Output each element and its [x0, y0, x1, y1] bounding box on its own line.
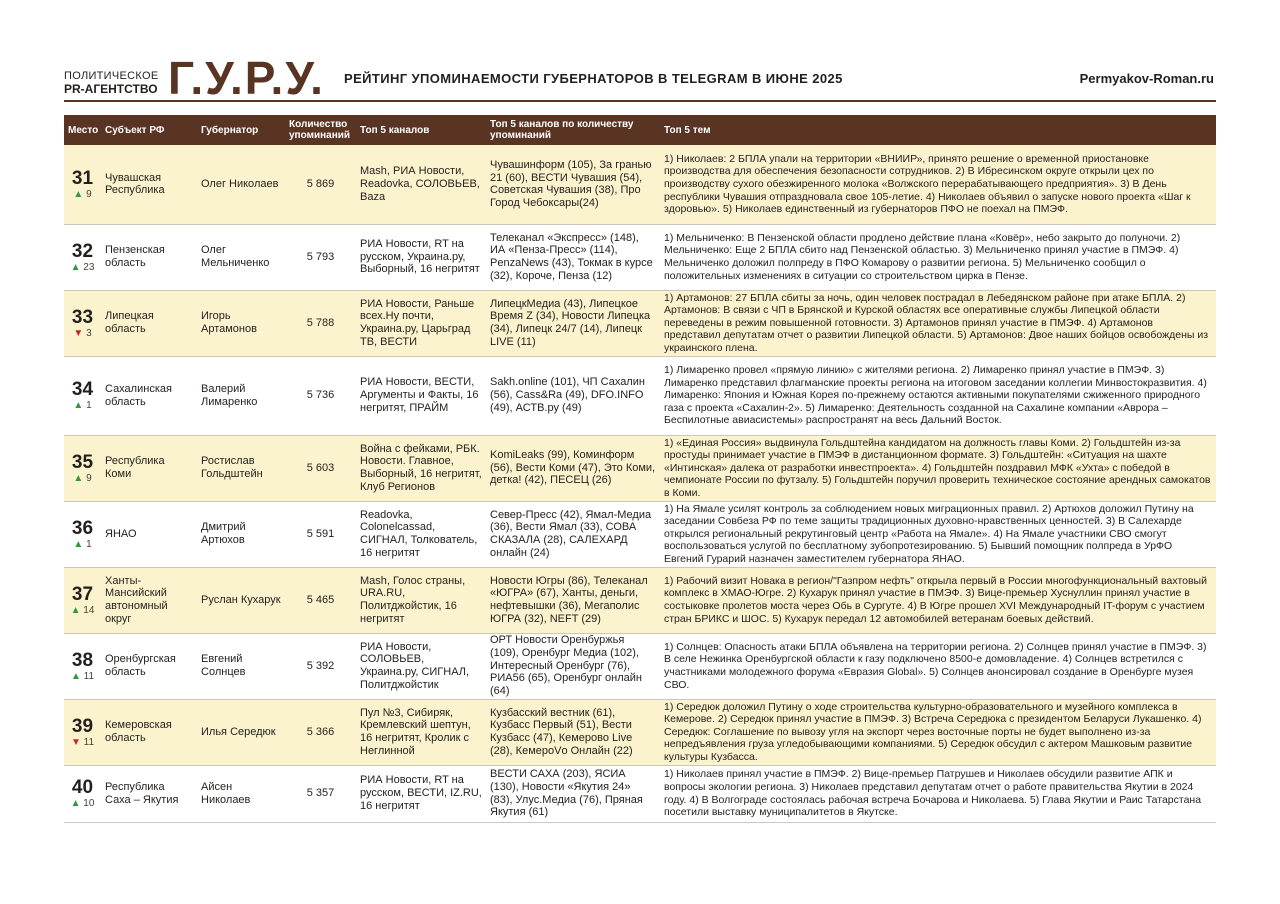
region-cell: Республика Саха – Якутия [101, 765, 197, 822]
place-number: 31 [71, 167, 94, 189]
channels-cell: РИА Новости, ВЕСТИ, Аргументы и Факты, 16 негритят, ПРАЙМ [356, 356, 486, 435]
governor-cell: Евгений Солнцев [197, 633, 285, 699]
count-cell: 5 392 [285, 633, 356, 699]
rank-change-value: 9 [86, 472, 92, 484]
count-cell: 5 357 [285, 765, 356, 822]
rank-change [68, 262, 97, 273]
arrow-up-icon: ▲ [73, 538, 84, 550]
rank-change-value: 11 [83, 736, 95, 748]
count-cell: 5 465 [285, 567, 356, 633]
channels-cell: Readovka, Colonelcassad, СИГНАЛ, Толкователь, 16 негритят [356, 501, 486, 567]
place-cell [64, 765, 101, 822]
rank-change-value: 3 [86, 327, 92, 339]
place-number: 39 [71, 715, 94, 737]
channels-by-count-cell: Телеканал «Экспресс» (148), ИА «Пенза-Пресс» (114), PenzaNews (43), Токмак в курсе (32), Короче, Пенза (12) [486, 224, 660, 290]
col-channels: Топ 5 каналов [356, 115, 486, 145]
place-number: 35 [71, 451, 94, 473]
place-cell [64, 435, 101, 501]
rank-change-value: 1 [86, 400, 92, 411]
rank-change-value: 1 [86, 538, 92, 550]
topics-cell: 1) Лимаренко провел «прямую линию» с жителями региона. 2) Лимаренко принял участие в ПМЭФ. 3) Лимаренко представил флагманские проекты региона на итоговом заседании коллегии Минвостокразвития. 4) Лимаренко: Япония и Южная Корея по-прежнему остаются активными покупателями сжиженного природного газа с проекта «Сахалин-2». 5) Лимаренко: Деятельность созданной на Сахалине компании «Аврора – Беспилотные авиасистемы» распространят на весь Дальний Восток. [660, 356, 1216, 435]
governor-cell: Олег Николаев [197, 145, 285, 224]
rank-change-value: 10 [83, 798, 95, 809]
place-cell [64, 699, 101, 765]
channels-by-count-cell: KomiLeaks (99), Коминформ (56), Вести Коми (47), Это Коми, детка! (42), ПЕСЕЦ (26) [486, 435, 660, 501]
col-region: Субъект РФ [101, 115, 197, 145]
channels-by-count-cell: Север-Пресс (42), Ямал-Медиа (36), Вести Ямал (33), СОВА СКАЗАЛА (28), САЛЕХАРД онлайн (24) [486, 501, 660, 567]
table-row [64, 435, 1216, 501]
topics-cell: 1) Мельниченко: В Пензенской области продлено действие плана «Ковёр», небо закрыто до полуночи. 2) Мельниченко: Еще 2 БПЛА сбито над Пензенской областью. 3) Мельниченко принял участие в ПМЭФ. 4) Мельниченко доложил полпреду в ПФО Комарову о развитии региона. 5) Мельниченко сообщил о положительных изменениях в ситуации со строительством цирка в Пензе. [660, 224, 1216, 290]
rank-change [68, 400, 97, 411]
arrow-down-icon: ▼ [73, 327, 84, 339]
brand-logo: Г.У.Р.У. [168, 52, 325, 104]
governor-cell: Айсен Николаев [197, 765, 285, 822]
channels-cell: РИА Новости, СОЛОВЬЕВ, Украина.ру, СИГНАЛ, Политджойстик [356, 633, 486, 699]
topics-cell: 1) Николаев принял участие в ПМЭФ. 2) Вице-премьер Патрушев и Николаев обсудили развитие АПК и вопросы экологии региона. 3) Николаев представил депутатам отчет о работе правительства Якутии в 2024 году. 4) В Волгограде состоялась рабочая встреча Бочарова и Николаева. 5) Глава Якутии и Раис Татарстана посетили выставку муниципалитетов в Якутске. [660, 765, 1216, 822]
governor-cell: Дмитрий Артюхов [197, 501, 285, 567]
arrow-up-icon: ▲ [73, 472, 84, 484]
place-number: 33 [71, 306, 94, 328]
channels-cell: РИА Новости, RT на русском, ВЕСТИ, IZ.RU, 16 негритят [356, 765, 486, 822]
rank-change [68, 328, 97, 339]
place-cell [64, 567, 101, 633]
channels-cell: РИА Новости, Раньше всех.Ну почти, Украина.ру, Царьград ТВ, ВЕСТИ [356, 290, 486, 356]
rank-change [68, 189, 97, 200]
place-number: 37 [71, 583, 94, 605]
governor-cell: Ростислав Гольдштейн [197, 435, 285, 501]
col-channels-by-count: Топ 5 каналов по количеству упоминаний [486, 115, 660, 145]
table-row [64, 290, 1216, 356]
count-cell: 5 603 [285, 435, 356, 501]
governor-cell: Игорь Артамонов [197, 290, 285, 356]
governor-cell: Олег Мельниченко [197, 224, 285, 290]
table-row [64, 501, 1216, 567]
channels-by-count-cell: Новости Югры (86), Телеканал «ЮГРА» (67), Ханты, деньги, нефтевышки (36), Мегаполис ЮГРА (32), NEFT (29) [486, 567, 660, 633]
channels-cell: РИА Новости, RT на русском, Украина.ру, Выборный, 16 негритят [356, 224, 486, 290]
count-cell: 5 366 [285, 699, 356, 765]
col-topics: Топ 5 тем [660, 115, 1216, 145]
channels-by-count-cell: ОРТ Новости Оренбуржья (109), Оренбург Медиа (102), Интересный Оренбург (76), РИА56 (65), Оренбург онлайн (64) [486, 633, 660, 699]
topics-cell: 1) Артамонов: 27 БПЛА сбиты за ночь, один человек пострадал в Лебедянском районе при атаке БПЛА. 2) Артамонов: В связи с ЧП в Брянской и Курской областях все оперативные службы Липецкой области переведены в режим повышенной готовности. 3) Артамонов принял участие в ПМЭФ. 4) Артамонов представил депутатам отчет о развитии Липецкой области. 5) Артамонов: Двое наших бойцов освобождены из украинского плена. [660, 290, 1216, 356]
rank-change [68, 605, 97, 616]
channels-by-count-cell: Чувашинформ (105), За гранью 21 (60), ВЕСТИ Чувашия (54), Советская Чувашия (38), Про Город Чебоксары(24) [486, 145, 660, 224]
place-number: 32 [71, 240, 94, 262]
topics-cell: 1) Рабочий визит Новака в регион/"Газпром нефть" открыла первый в России многофункциональный вахтовый комплекс в ХМАО-Югре. 2) Кухарук принял участие в ПМЭФ. 3) Вице-премьер Хуснуллин принял участие в состыковке пролетов моста через Обь в Сургуте. 4) В Югре прошел XVI Международный IT-форум с участием стран БРИКС и ШОС. 5) Кухарук передал 12 автомобилей ветеранам боевых действий. [660, 567, 1216, 633]
rank-change-value: 14 [83, 604, 95, 616]
region-cell: ЯНАО [101, 501, 197, 567]
channels-cell: Mash, Голос страны, URA.RU, Политджойстик, 16 негритят [356, 567, 486, 633]
rank-change [68, 473, 97, 484]
count-cell: 5 869 [285, 145, 356, 224]
count-cell: 5 591 [285, 501, 356, 567]
region-cell: Пензенская область [101, 224, 197, 290]
rank-change [68, 737, 97, 748]
place-number: 36 [71, 517, 94, 539]
place-cell [64, 145, 101, 224]
place-number: 38 [71, 649, 94, 671]
table-row [64, 699, 1216, 765]
col-count: Количество упоминаний [285, 115, 356, 145]
topics-cell: 1) Солнцев: Опасность атаки БПЛА объявлена на территории региона. 2) Солнцев принял участие в ПМЭФ. 3) В селе Нежинка Оренбургской области к газу подключено 8500-е домовладение. 4) Солнцев встретился с участниками молодежного форума «Евразия Global». 5) Солнцев анонсировал создание в Оренбурге музея СВО. [660, 633, 1216, 699]
page-title: РЕЙТИНГ УПОМИНАЕМОСТИ ГУБЕРНАТОРОВ В TELEGRAM В ИЮНЕ 2025 [344, 71, 843, 86]
channels-by-count-cell: ЛипецкМедиа (43), Липецкое Время Z (34), Новости Липецка (34), Липецк 24/7 (14), Липецк LIVE (11) [486, 290, 660, 356]
rank-change [68, 798, 97, 809]
arrow-up-icon: ▲ [73, 188, 84, 200]
agency-line-2: PR-АГЕНТСТВО [64, 82, 158, 96]
table-row [64, 633, 1216, 699]
col-place: Место [64, 115, 101, 145]
rank-change [68, 539, 97, 550]
table-row [64, 765, 1216, 822]
table-row [64, 224, 1216, 290]
agency-line-1: ПОЛИТИЧЕСКОЕ [64, 70, 159, 82]
governor-cell: Валерий Лимаренко [197, 356, 285, 435]
channels-by-count-cell: Sakh.online (101), ЧП Сахалин (56), Cass&Ra (49), DFO.INFO (49), АСТВ.ру (49) [486, 356, 660, 435]
governor-cell: Илья Середюк [197, 699, 285, 765]
place-cell [64, 356, 101, 435]
place-number: 34 [71, 379, 94, 400]
place-cell [64, 633, 101, 699]
count-cell: 5 736 [285, 356, 356, 435]
place-cell [64, 501, 101, 567]
rank-change-value: 23 [83, 261, 95, 273]
arrow-up-icon: ▲ [70, 604, 81, 616]
site-link[interactable]: Permyakov-Roman.ru [1079, 71, 1214, 86]
region-cell: Ханты-Мансийский автономный округ [101, 567, 197, 633]
place-number: 40 [71, 777, 94, 798]
arrow-up-icon: ▲ [70, 261, 81, 273]
col-governor: Губернатор [197, 115, 285, 145]
count-cell: 5 788 [285, 290, 356, 356]
channels-cell: Mash, РИА Новости, Readovka, СОЛОВЬЕВ, Baza [356, 145, 486, 224]
channels-by-count-cell: ВЕСТИ САХА (203), ЯСИА (130), Новости «Якутия 24» (83), Улус.Медиа (76), Пряная Якутия (61) [486, 765, 660, 822]
channels-cell: Война с фейками, РБК. Новости. Главное, Выборный, 16 негритят, Клуб Регионов [356, 435, 486, 501]
channels-by-count-cell: Кузбасский вестник (61), Кузбасс Первый (51), Вести Кузбасс (47), Кемерово Live (28), КемероVо Онлайн (22) [486, 699, 660, 765]
rank-change [68, 671, 97, 682]
region-cell: Кемеровская область [101, 699, 197, 765]
region-cell: Липецкая область [101, 290, 197, 356]
page-header [64, 52, 1216, 104]
topics-cell: 1) Николаев: 2 БПЛА упали на территории «ВНИИР», принято решение о временной приостановке производства для обеспечения безопасности сотрудников. 2) В Ибресинском округе открыли цех по производству сухого обезжиренного молока «Волжского перерабатывающего предприятия». 3) В День республики Чувашия отпраздновала свое 105-летие. 4) Николаев объявил о запуске нового проекта «Шаг к здоровью». 5) Николаев единственный из губернаторов ПФО не поехал на ПМЭФ. [660, 145, 1216, 224]
rank-change-value: 9 [86, 188, 92, 200]
arrow-up-icon: ▲ [70, 670, 81, 682]
region-cell: Оренбургская область [101, 633, 197, 699]
agency-label [64, 70, 160, 96]
region-cell: Сахалинская область [101, 356, 197, 435]
arrow-down-icon: ▼ [70, 736, 81, 748]
count-cell: 5 793 [285, 224, 356, 290]
topics-cell: 1) Середюк доложил Путину о ходе строительства культурно-образовательного и музейного комплекса в Кемерове. 2) Середюк принял участие в ПМЭФ. 3) Встреча Середюка с президентом Беларуси Лукашенко. 4) Середюк: Соглашение по вывозу угля на экспорт через восточные порты не будет выполнено из-за непредъявления груза угледобывающими компаниями. 5) Середюк обсудил с актером Машковым развитие культуры Кузбасса. [660, 699, 1216, 765]
topics-cell: 1) «Единая Россия» выдвинула Гольдштейна кандидатом на должность главы Коми. 2) Гольдштейн из-за простуды принимает участие в ПМЭФ в дистанционном формате. 3) Гольдштейн: «Ситуация на шахте «Интинская» далека от разработки инвестпроекта». 4) Гольдштейн поздравил МФК «Ухта» с победой в чемпионате России по футзалу. 5) Гольдштейн поручил проверить техническое состояние арендных самокатов в Коми. [660, 435, 1216, 501]
region-cell: Чувашская Республика [101, 145, 197, 224]
place-cell [64, 290, 101, 356]
table-row [64, 567, 1216, 633]
channels-cell: Пул №3, Сибиряк, Кремлевский шептун, 16 негритят, Кролик с Неглинной [356, 699, 486, 765]
region-cell: Республика Коми [101, 435, 197, 501]
table-row [64, 145, 1216, 224]
rating-table [64, 115, 1216, 823]
topics-cell: 1) На Ямале усилят контроль за соблюдением новых миграционных правил. 2) Артюхов доложил Путину на заседании Совбеза РФ по теме защиты традиционных духовно-нравственных ценностей. 3) В Салехарде открылся региональный рекрутинговый центр «Работа на Ямале». 4) На Ямале участники СВО смогут воспользоваться услугой по бесплатному зубопротезированию. 5) Бывший помощник полпреда в УрФО Евгений Гурарий назначен заместителем губернатора ЯНАО. [660, 501, 1216, 567]
arrow-up-icon: ▲ [73, 400, 84, 411]
place-cell [64, 224, 101, 290]
governor-cell: Руслан Кухарук [197, 567, 285, 633]
table-row [64, 356, 1216, 435]
rank-change-value: 11 [83, 670, 95, 682]
arrow-up-icon: ▲ [70, 798, 81, 809]
table-header-row [64, 115, 1216, 145]
